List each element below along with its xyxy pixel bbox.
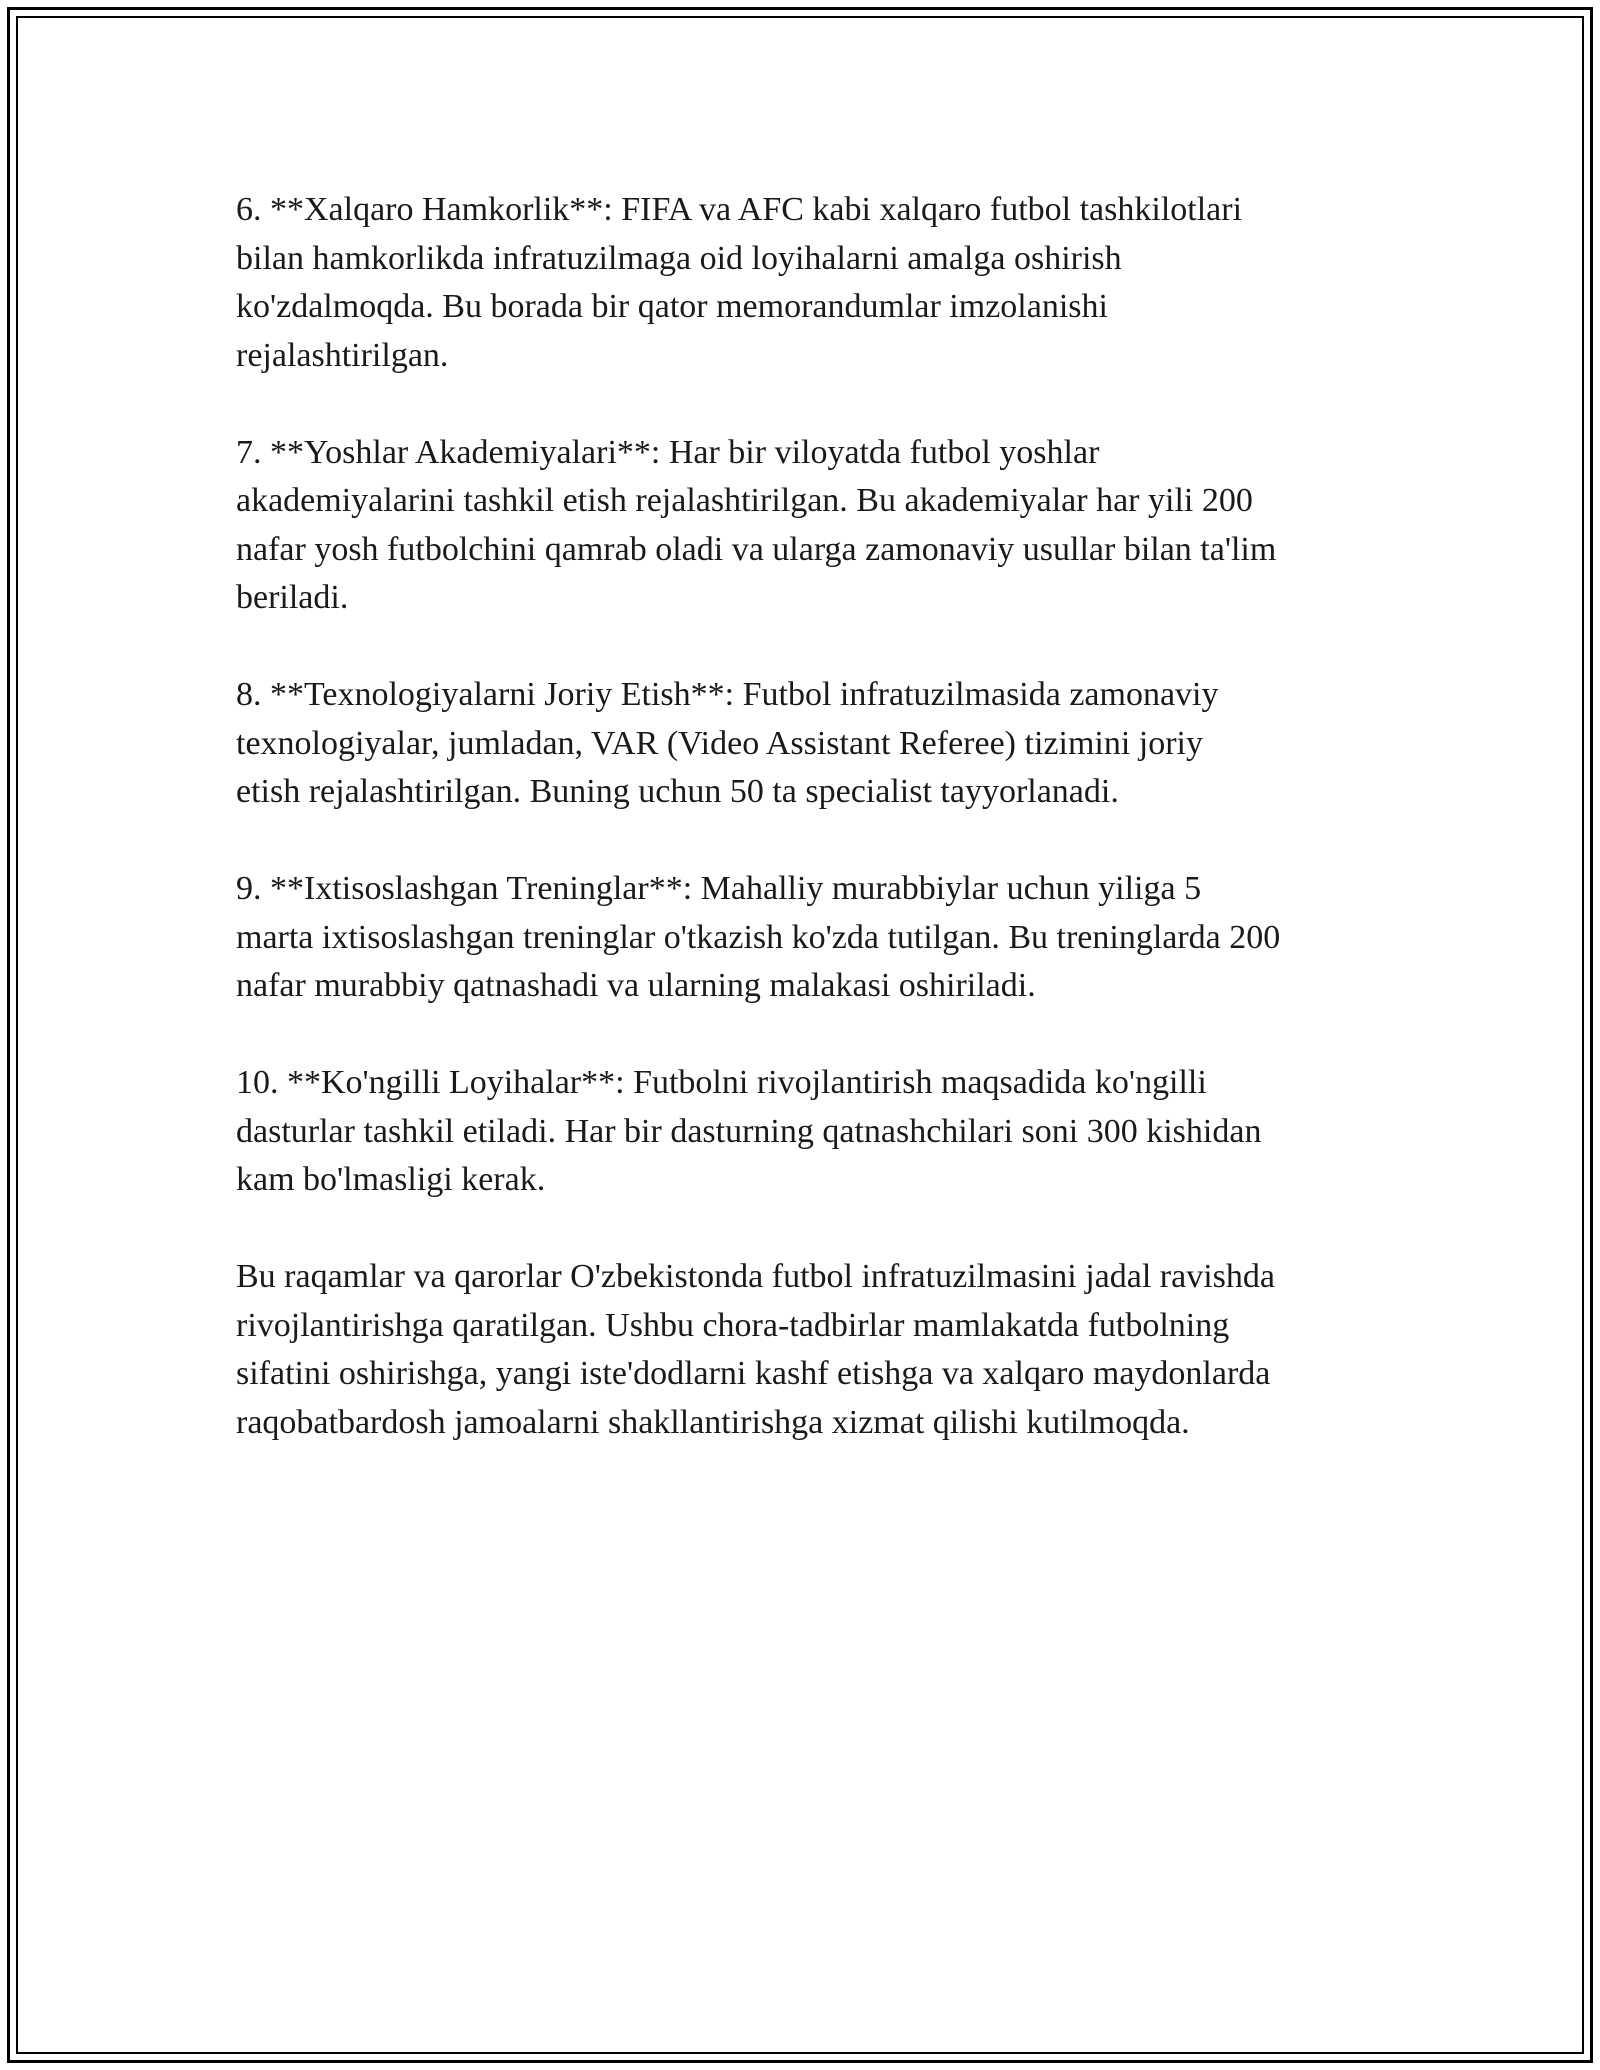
paragraph-item-10: 10. **Ko'ngilli Loyihalar**: Futbolni rivojlantirish maqsadida ko'ngilli dasturlar tashkil etiladi. Har bir dasturning qatnashchilari soni 300 kishidan kam bo'lmasligi kerak. (236, 1064, 1262, 1198)
paragraph-item-7: 7. **Yoshlar Akademiyalari**: Har bir viloyatda futbol yoshlar akademiyalarini tashkil etish rejalashtirilgan. Bu akademiyalar har yili 200 nafar yosh futbolchini qamrab oladi va ularga zamonaviy usullar bilan ta'lim beriladi. (236, 433, 1277, 616)
paragraph-item-6: 6. **Xalqaro Hamkorlik**: FIFA va AFC kabi xalqaro futbol tashkilotlari bilan hamkorlikda infratuzilmaga oid loyihalarni amalga oshirish ko'zdalmoqda. Bu borada bir qator memorandumlar imzolanishi rejalashtirilgan. (236, 191, 1243, 374)
document-body (236, 186, 1386, 1447)
paragraph-item-9: 9. **Ixtisoslashgan Treninglar**: Mahalliy murabbiylar uchun yiliga 5 marta ixtisoslashgan treninglar o'tkazish ko'zda tutilgan. Bu treninglarda 200 nafar murabbiy qatnashadi va ularning malakasi oshiriladi. (236, 870, 1281, 1004)
paragraph-item-8: 8. **Texnologiyalarni Joriy Etish**: Futbol infratuzilmasida zamonaviy texnologiyalar, jumladan, VAR (Video Assistant Referee) tizimini joriy etish rejalashtirilgan. Buning uchun 50 ta specialist tayyorlanadi. (236, 676, 1219, 810)
paragraph-conclusion: Bu raqamlar va qarorlar O'zbekistonda futbol infratuzilmasini jadal ravishda rivojlantirishga qaratilgan. Ushbu chora-tadbirlar mamlakatda futbolning sifatini oshirishga, yangi iste'dodlarni kashf etishga va xalqaro maydonlarda raqobatbardosh jamoalarni shakllantirishga xizmat qilishi kutilmoqda. (236, 1258, 1275, 1441)
